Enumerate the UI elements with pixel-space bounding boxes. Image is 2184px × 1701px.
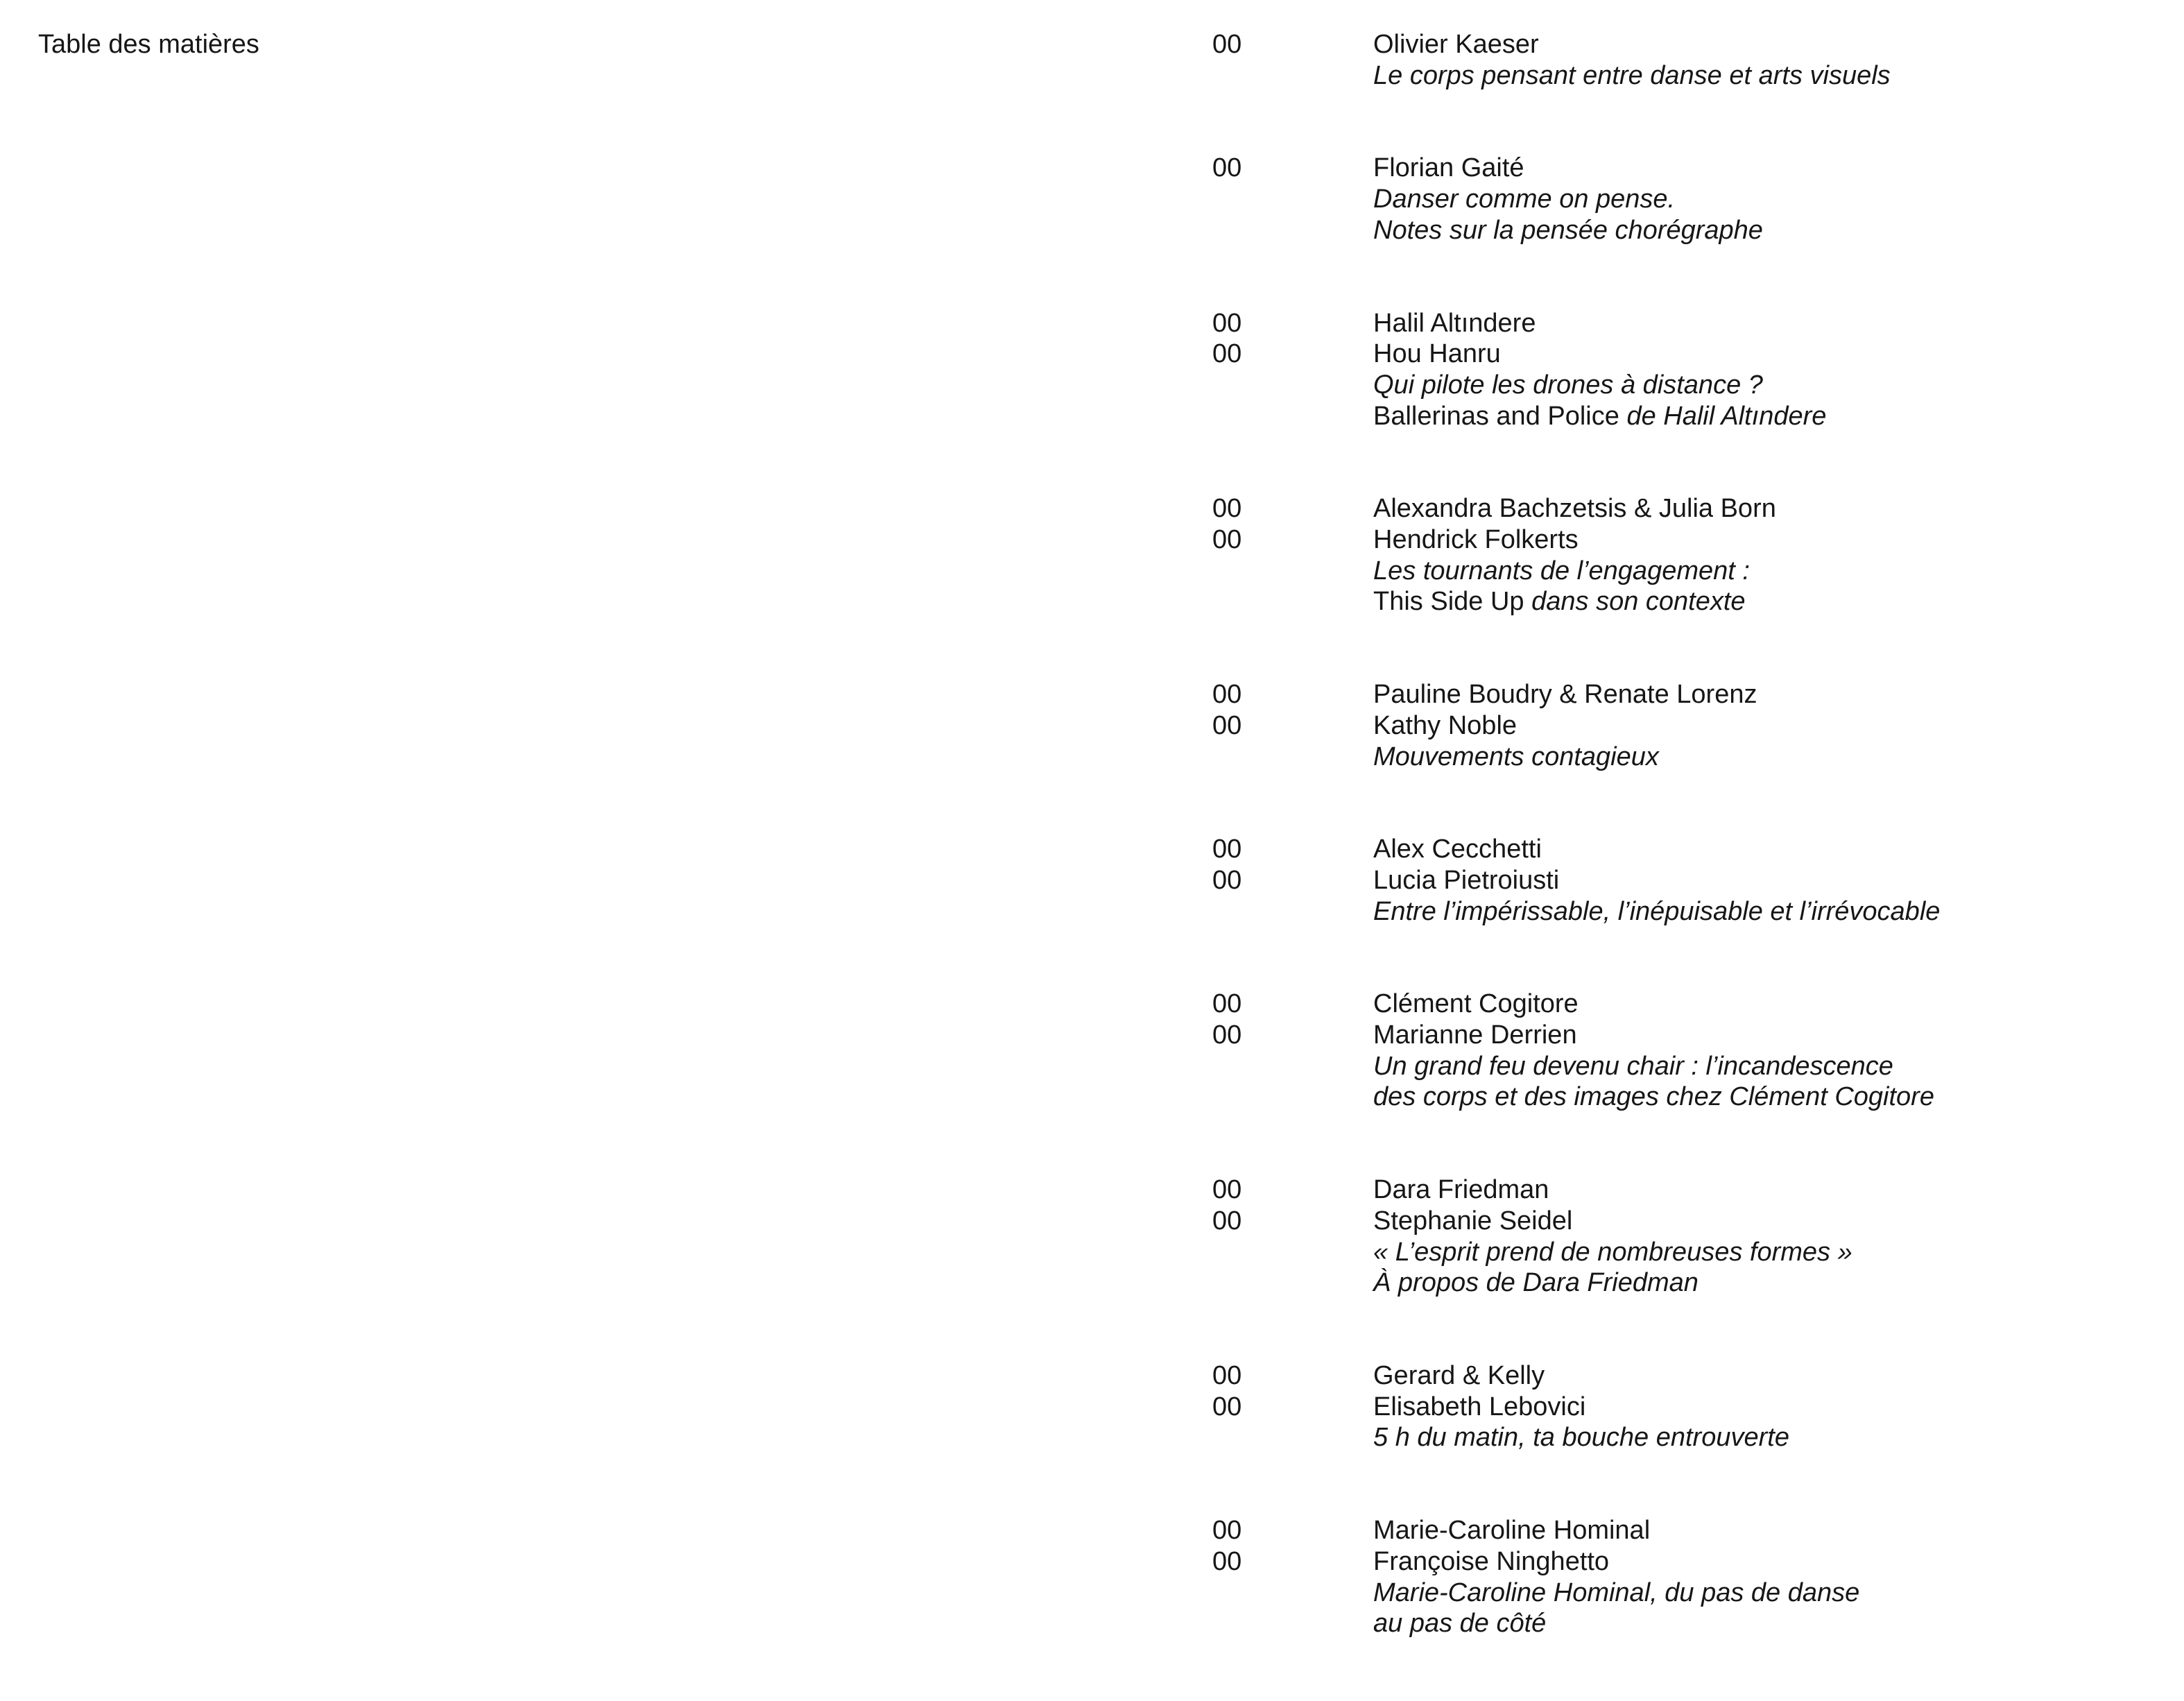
title-segment-italic: Qui pilote les drones à distance ? [1373, 370, 1763, 400]
toc-page-numbers [1212, 308, 1373, 432]
title-segment-italic: Le corps pensant entre danse et arts visuels [1373, 60, 1891, 90]
artwork-title-segment: Ballerinas and Police [1373, 401, 1619, 431]
essay-title-line [1373, 184, 2156, 215]
page-number: 00 [1212, 680, 1242, 710]
title-segment-italic: des corps et des images chez Clément Cogitore [1373, 1082, 1934, 1112]
toc-entry [1212, 1515, 2156, 1639]
author-name: Halil Altındere [1373, 308, 1536, 338]
page-number: 00 [1212, 1020, 1242, 1050]
toc-entry-text [1373, 1174, 2156, 1299]
page-number: 00 [1212, 339, 1242, 369]
title-segment-italic: Entre l’impérissable, l’inépuisable et l’irrévocable [1373, 896, 1941, 926]
toc-page-numbers [1212, 153, 1373, 246]
toc-entry-text [1373, 1360, 2156, 1453]
toc-entry-text [1373, 29, 2156, 91]
page-number: 00 [1212, 1360, 1242, 1390]
toc-entry-text [1373, 493, 2156, 617]
author-name: Dara Friedman [1373, 1175, 1549, 1205]
page-number: 00 [1212, 153, 1242, 183]
toc-entry [1212, 834, 2156, 927]
toc-entry-text [1373, 308, 2156, 432]
toc-page-numbers [1212, 1515, 1373, 1639]
title-segment-italic: dans son contexte [1524, 587, 1746, 617]
toc-entry-text [1373, 834, 2156, 927]
page-number: 00 [1212, 494, 1242, 524]
title-segment-italic: Notes sur la pensée chorégraphe [1373, 215, 1763, 245]
toc-entry-text [1373, 989, 2156, 1113]
toc-page-numbers [1212, 493, 1373, 617]
toc-entry [1212, 679, 2156, 772]
toc-page-numbers [1212, 834, 1373, 927]
toc-entry [1212, 989, 2156, 1113]
page-number: 00 [1212, 30, 1242, 59]
essay-title-line [1373, 1267, 2156, 1299]
author-name: Gerard & Kelly [1373, 1360, 1545, 1390]
page-number: 00 [1212, 525, 1242, 555]
title-segment-italic: au pas de côté [1373, 1609, 1547, 1639]
toc-page-numbers [1212, 1174, 1373, 1299]
author-name: Olivier Kaeser [1373, 30, 1539, 59]
author-name: Hou Hanru [1373, 339, 1501, 369]
page-number: 00 [1212, 989, 1242, 1019]
page-number: 00 [1212, 1175, 1242, 1205]
title-segment-italic: Mouvements contagieux [1373, 742, 1659, 771]
toc-entry-text [1373, 1515, 2156, 1639]
toc-entry [1212, 308, 2156, 432]
title-segment-italic: Danser comme on pense. [1373, 185, 1676, 214]
toc-page-numbers [1212, 1360, 1373, 1453]
author-name: Marie-Caroline Hominal [1373, 1516, 1651, 1546]
toc-entry [1212, 1360, 2156, 1453]
author-name: Françoise Ninghetto [1373, 1546, 1610, 1576]
author-name: Pauline Boudry & Renate Lorenz [1373, 680, 1757, 710]
page-number: 00 [1212, 1516, 1242, 1546]
essay-title-line [1373, 1422, 2156, 1453]
title-segment-italic: 5 h du matin, ta bouche entrouverte [1373, 1423, 1789, 1453]
page-number: 00 [1212, 308, 1242, 338]
page-number: 00 [1212, 865, 1242, 895]
title-segment-italic: Marie-Caroline Hominal, du pas de danse [1373, 1578, 1860, 1607]
title-segment-italic: Les tournants de l’engagement : [1373, 556, 1750, 585]
author-name: Elisabeth Lebovici [1373, 1392, 1586, 1421]
author-name: Lucia Pietroiusti [1373, 865, 1560, 895]
essay-title-line [1373, 1082, 2156, 1113]
author-name: Hendrick Folkerts [1373, 525, 1579, 555]
toc-page-numbers [1212, 989, 1373, 1113]
essay-title-line [1373, 215, 2156, 246]
toc-entry-text [1373, 679, 2156, 772]
author-name: Alex Cecchetti [1373, 835, 1542, 864]
page-number: 00 [1212, 1206, 1242, 1236]
title-segment-italic: Un grand feu devenu chair : l’incandescence [1373, 1051, 1893, 1081]
toc-entry-text [1373, 153, 2156, 246]
toc-entry [1212, 493, 2156, 617]
artwork-title-segment: This Side Up [1373, 587, 1524, 617]
title-segment-italic: À propos de Dara Friedman [1373, 1268, 1699, 1298]
author-name: Alexandra Bachzetsis & Julia Born [1373, 494, 1776, 524]
essay-title-line [1373, 742, 2156, 773]
essay-title-line [1373, 370, 2156, 401]
toc-entry [1212, 1174, 2156, 1299]
essay-title-line [1373, 1051, 2156, 1082]
toc-entry [1212, 153, 2156, 246]
essay-title-line [1373, 586, 2156, 617]
essay-title-line [1373, 1237, 2156, 1268]
essay-title-line [1373, 1608, 2156, 1639]
author-name: Marianne Derrien [1373, 1020, 1577, 1050]
author-name: Florian Gaité [1373, 153, 1524, 183]
essay-title-line [1373, 556, 2156, 587]
toc-page-numbers [1212, 679, 1373, 772]
toc-entry [1212, 29, 2156, 91]
page-number: 00 [1212, 835, 1242, 864]
title-segment-italic: « L’esprit prend de nombreuses formes » [1373, 1237, 1852, 1267]
page-number: 00 [1212, 1546, 1242, 1576]
toc-page-numbers [1212, 29, 1373, 91]
page-number: 00 [1212, 710, 1242, 740]
author-name: Clément Cogitore [1373, 989, 1579, 1019]
title-segment-italic: de Halil Altındere [1619, 401, 1827, 431]
essay-title-line [1373, 1578, 2156, 1609]
page-number: 00 [1212, 1392, 1242, 1421]
table-of-contents [1212, 29, 2156, 1701]
page-title: Table des matières [38, 30, 259, 59]
essay-title-line [1373, 401, 2156, 432]
author-name: Kathy Noble [1373, 710, 1517, 740]
author-name: Stephanie Seidel [1373, 1206, 1573, 1236]
essay-title-line [1373, 896, 2156, 928]
essay-title-line [1373, 60, 2156, 92]
